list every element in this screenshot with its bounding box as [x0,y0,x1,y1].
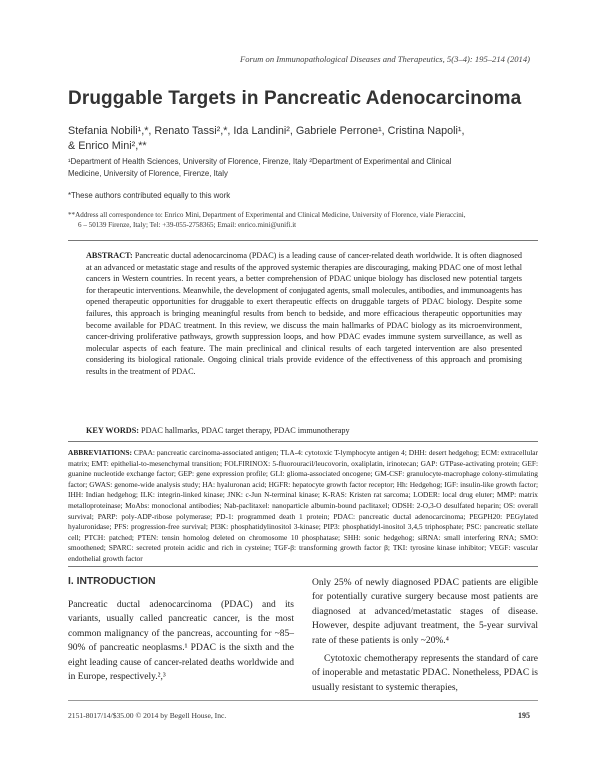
keywords-text: PDAC hallmarks, PDAC target therapy, PDAC immunotherapy [141,426,350,435]
abbreviations-block [68,448,538,565]
address-line-1: **Address all correspondence to: Enrico Mini, Department of Experimental and Clinical Medicine, University of Florence, viale Pieraccini, [68,211,466,219]
affiliation-line-2: Medicine, University of Florence, Firenze, Italy [68,169,228,178]
journal-citation: Forum on Immunopathological Diseases and Therapeutics, 5(3–4): 195–214 (2014) [239,54,530,64]
footer-divider [68,700,538,701]
divider-bottom [68,566,538,567]
divider-middle [68,441,538,442]
section-heading: I. INTRODUCTION [68,576,156,587]
author-list [68,124,538,154]
abbreviations-text: CPAA: pancreatic carcinoma-associated antigen; TLA-4: cytotoxic T-lymphocyte antigen 4; DHH: desert hedgehog; ECM: extracellular matrix; EMT: epithelial-to-mesenchymal transition; FOLFIRINOX: 5-fluorouracil/leucovorin, oxaliplatin, irinotecan; GAP: GTPase-activating protein; GEF: guanine nucleotide exchange factor; GEP: gene expression profile; GLI: glioma-associated oncogene; GM-CSF: granulocyte-macrophage colony-stimulating factor; GWAS: genome-wide analysis study; HA: hyaluronan acid; HGFR: hepatocyte growth factor receptor; Hh: Hedgehog; IGF: insulin-like growth factor; IHH: Indian hedgehog; ILK: integrin-linked kinase; JNK: c-Jun N-terminal kinase; K-RAS: Kristen rat sarcoma; LODER: local drug eluter; MMP: matrix metalloproteinase; MoAbs: monoclonal antibodies; Nab-paclitaxel: nanoparticle albumin-bound paclitaxel; ODSH: 2-O,3-O desulfated heparin; OS: overall survival; PARP: poly-ADP-ribose polymerase; PD-1: programmed death 1 protein; PDAC: pancreatic ductal adenocarcinoma; PEGPH20: PEGylated hyaluronidase; PFS: progression-free survival; PI3K: phosphatidylinositol 3-kinase; PIP3: phosphatidyl-inositol 3,4,5 triphosphate; PSC: pancreatic stellate cell; PTCH: patched; PTEN: tensin homolog deleted on chromosome 10 phosphatase; SHH: sonic hedgehog; siRNA: small interfering RNA; SMO: smoothened; SPARC: secreted protein acidic and rich in cysteine; TGF-β: transforming growth factor β; TKI: tyrosine kinase inhibitor; VEGF: vascular endothelial growth factor [68,448,538,563]
body-column-left [68,598,294,688]
abstract-text: Pancreatic ductal adenocarcinoma (PDAC) is a leading cause of cancer-related death worldwide. It is often diagnosed at an advanced or metastatic stage and results of the approved systemic therapies are discouraging, making PDAC one of most lethal cancers in Western countries. In recent years, a better comprehension of PDAC unique biology has disclosed new potential targets for therapeutic interventions. Meanwhile, the development of conjugated agents, small molecules, antibodies, and immunoagents has opened therapeutic opportunities for druggable to exert therapeutic effects on druggable targets of PDAC biology. Despite some failures, this approach is bringing meaningful results from bench to bedside, and more efficacious therapeutic opportunities may become available for PDAC treatment. In this review, we discuss the main hallmarks of PDAC biology as its microenvironment, cancer-driving proliferative pathways, growth suppression loops, and how PDAC evades immune system surveillance, as well as molecular aspects of each feature. The main preclinical and clinical results of each targeted intervention are also presented considering its biological rationale. Ongoing clinical trials provide evidence of the effectiveness of this approach and promising results in the treatment of PDAC. [86,251,523,376]
keywords-block [86,426,350,435]
address-line-2: 6 – 50139 Firenze, Italy; Tel: +39-055-2758365; Email: enrico.mini@unifi.it [78,220,297,229]
abbreviations-label: ABBREVIATIONS: [68,448,132,457]
author-line-2: & Enrico Mini²,** [68,140,147,152]
page-number: 195 [518,711,530,720]
affiliations [68,156,538,180]
body-paragraph: Only 25% of newly diagnosed PDAC patients are eligible for potentially curative surgery because most patients are diagnosed at advanced/metastatic stages of disease. However, despite adjuvant treatment, the 5-year survival rate of these patients is only ~20%.⁴ [312,578,538,646]
body-column-right [312,576,538,699]
body-paragraph: Cytotoxic chemotherapy represents the standard of care of inoperable and metastatic PDAC. Nonetheless, PDAC is usually resistant to systemic therapies, [312,654,538,693]
abstract-block [86,250,522,378]
article-title: Druggable Targets in Pancreatic Adenocarcinoma [68,88,522,109]
body-paragraph: Pancreatic ductal adenocarcinoma (PDAC) and its variants, usually called pancreatic cancer, is the most common malignancy of the pancreas, accounting for ~85–90% of pancreatic neoplasms.¹ PDAC is the sixth and the eight leading cause of cancer-related deaths worldwide and in Europe, respectively.²,³ [68,600,294,683]
correspondence-address [68,211,538,230]
affiliation-line-1: ¹Department of Health Sciences, University of Florence, Firenze, Italy ²Department of Experimental and Clinical [68,157,452,166]
author-line-1: Stefania Nobili¹,*, Renato Tassi²,*, Ida Landini², Gabriele Perrone¹, Cristina Napoli¹, [68,125,465,137]
divider-top [68,240,538,241]
copyright-line: 2151-8017/14/$35.00 © 2014 by Begell House, Inc. [68,711,227,720]
abstract-label: ABSTRACT: [86,251,133,260]
contribution-note: *These authors contributed equally to this work [68,191,231,200]
keywords-label: KEY WORDS: [86,426,139,435]
